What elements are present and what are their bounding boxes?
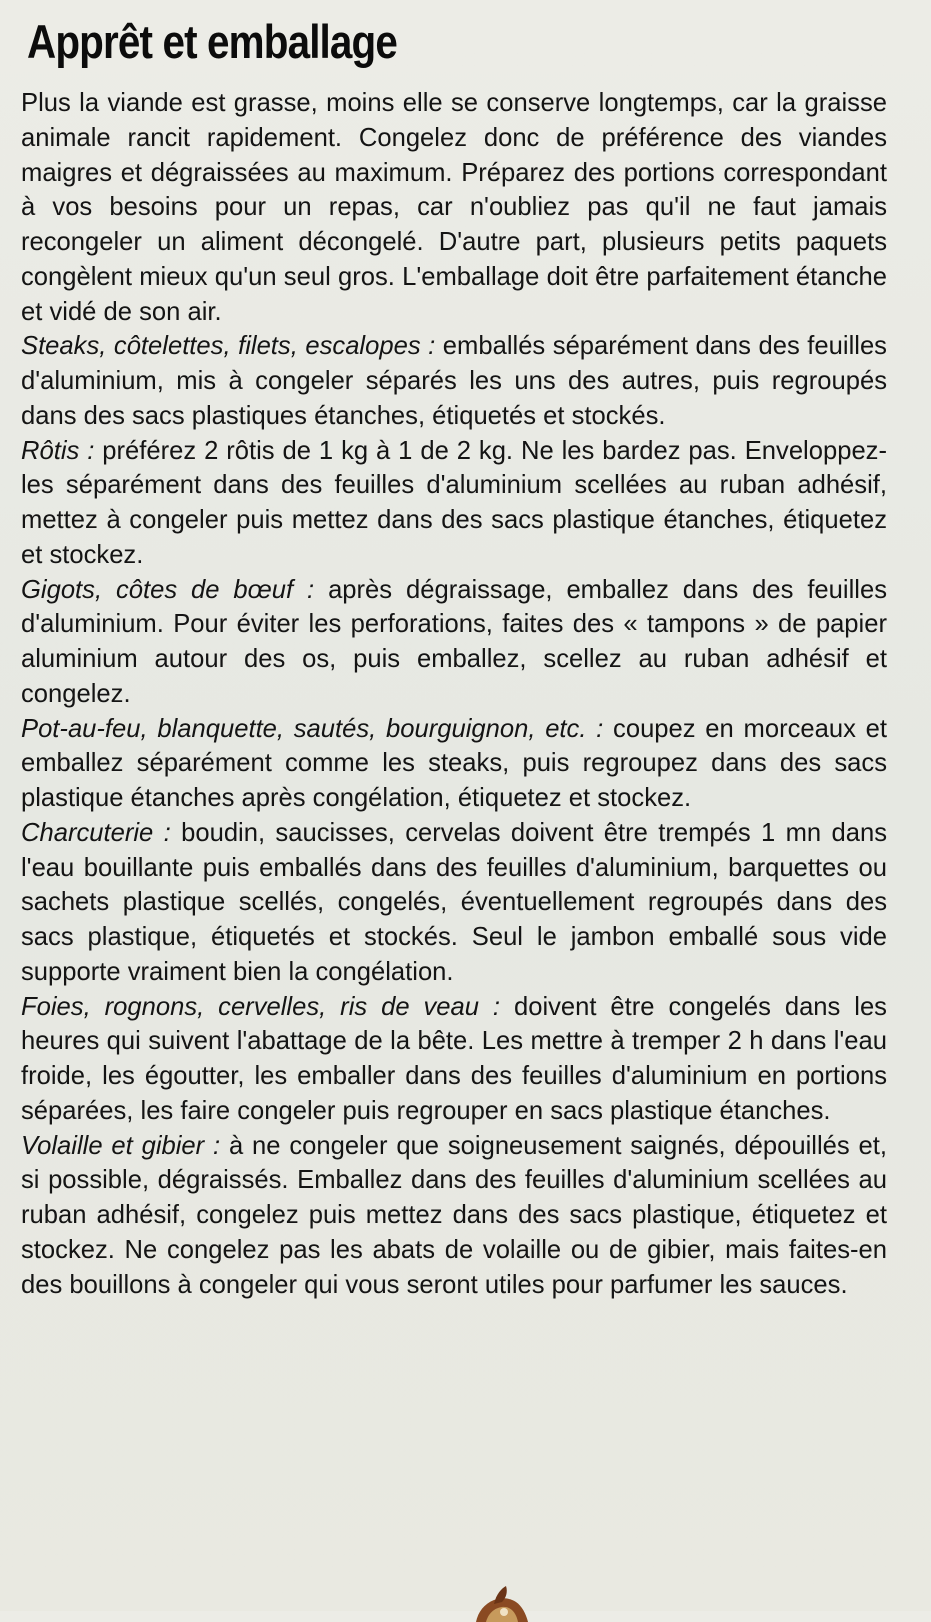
intro-paragraph: Plus la viande est grasse, moins elle se conserve longtemps, car la graisse animale rancit rapidement. Congelez donc de préférence des viandes maigres et dégraissées au maximum. Préparez des portions correspondant à vos besoins pour un repas, car n'oubliez pas qu'il ne faut jamais recongeler un aliment décongelé. D'autre part, plusieurs petits paquets congèlent mieux qu'un seul gros. L'emballage doit être parfaitement étanche et vidé de son air.: [21, 89, 887, 326]
section-text: emballés séparément dans des feuilles d'aluminium, mis à congeler séparés les uns des autres, puis regroupés dans des sacs plastiques étanches, étiquetés et stockés.: [21, 332, 887, 430]
decorative-illustration-fragment: [472, 1582, 530, 1622]
page-title: Apprêt et emballage: [27, 15, 398, 68]
section-label: Steaks, côtelettes, filets, escalopes :: [21, 332, 436, 361]
section-label: Gigots, côtes de bœuf :: [21, 575, 315, 604]
section-abats: [21, 990, 887, 1129]
section-label: Pot-au-feu, blanquette, sautés, bourguignon, etc. :: [21, 714, 604, 743]
section-steaks: [21, 329, 887, 433]
section-text: après dégraissage, emballez dans des feuilles d'aluminium. Pour éviter les perforations, faites des « tampons » de papier aluminium autour des os, puis emballez, scellez au ruban adhésif et congelez.: [21, 575, 887, 708]
section-label: Volaille et gibier :: [21, 1131, 221, 1160]
section-gigots: [21, 573, 887, 712]
article-body: [21, 86, 887, 1302]
section-pot-au-feu: [21, 712, 887, 816]
section-volaille: [21, 1129, 887, 1303]
section-text: doivent être congelés dans les heures qui suivent l'abattage de la bête. Les mettre à tremper 2 h dans l'eau froide, les égoutter, les emballer dans des feuilles d'aluminium en portions séparées, les faire congeler puis regrouper en sacs plastique étanches.: [21, 992, 887, 1125]
section-text: boudin, saucisses, cervelas doivent être trempés 1 mn dans l'eau bouillante puis emballés dans des feuilles d'aluminium, barquettes ou sachets plastique scellés, congelés, éventuellement regroupés dans des sacs plastique, étiquetés et stockés. Seul le jambon emballé sous vide supporte vraiment bien la congélation.: [21, 818, 888, 986]
section-label: Foies, rognons, cervelles, ris de veau :: [21, 992, 501, 1021]
section-text: préférez 2 rôtis de 1 kg à 1 de 2 kg. Ne les bardez pas. Enveloppez-les séparément dans des feuilles d'aluminium scellées au ruban adhésif, mettez à congeler puis mettez dans des sacs plastique étanches, étiquetez et stockez.: [21, 436, 887, 569]
section-label: Charcuterie :: [21, 818, 171, 847]
section-charcuterie: [21, 816, 887, 990]
section-rotis: [21, 434, 887, 573]
section-label: Rôtis :: [21, 436, 95, 465]
section-text: coupez en morceaux et emballez séparément comme les steaks, puis regroupez dans des sacs plastique étanches après congélation, étiquetez et stockez.: [21, 714, 887, 812]
section-text: à ne congeler que soigneusement saignés, dépouillés et, si possible, dégraissés. Emballez dans des feuilles d'aluminium scellées au ruban adhésif, congelez puis mettez dans des sacs plastique, étiquetez et stockez. Ne congelez pas les abats de volaille ou de gibier, mais faites-en des bouillons à congeler qui vous seront utiles pour parfumer les sauces.: [21, 1131, 887, 1299]
